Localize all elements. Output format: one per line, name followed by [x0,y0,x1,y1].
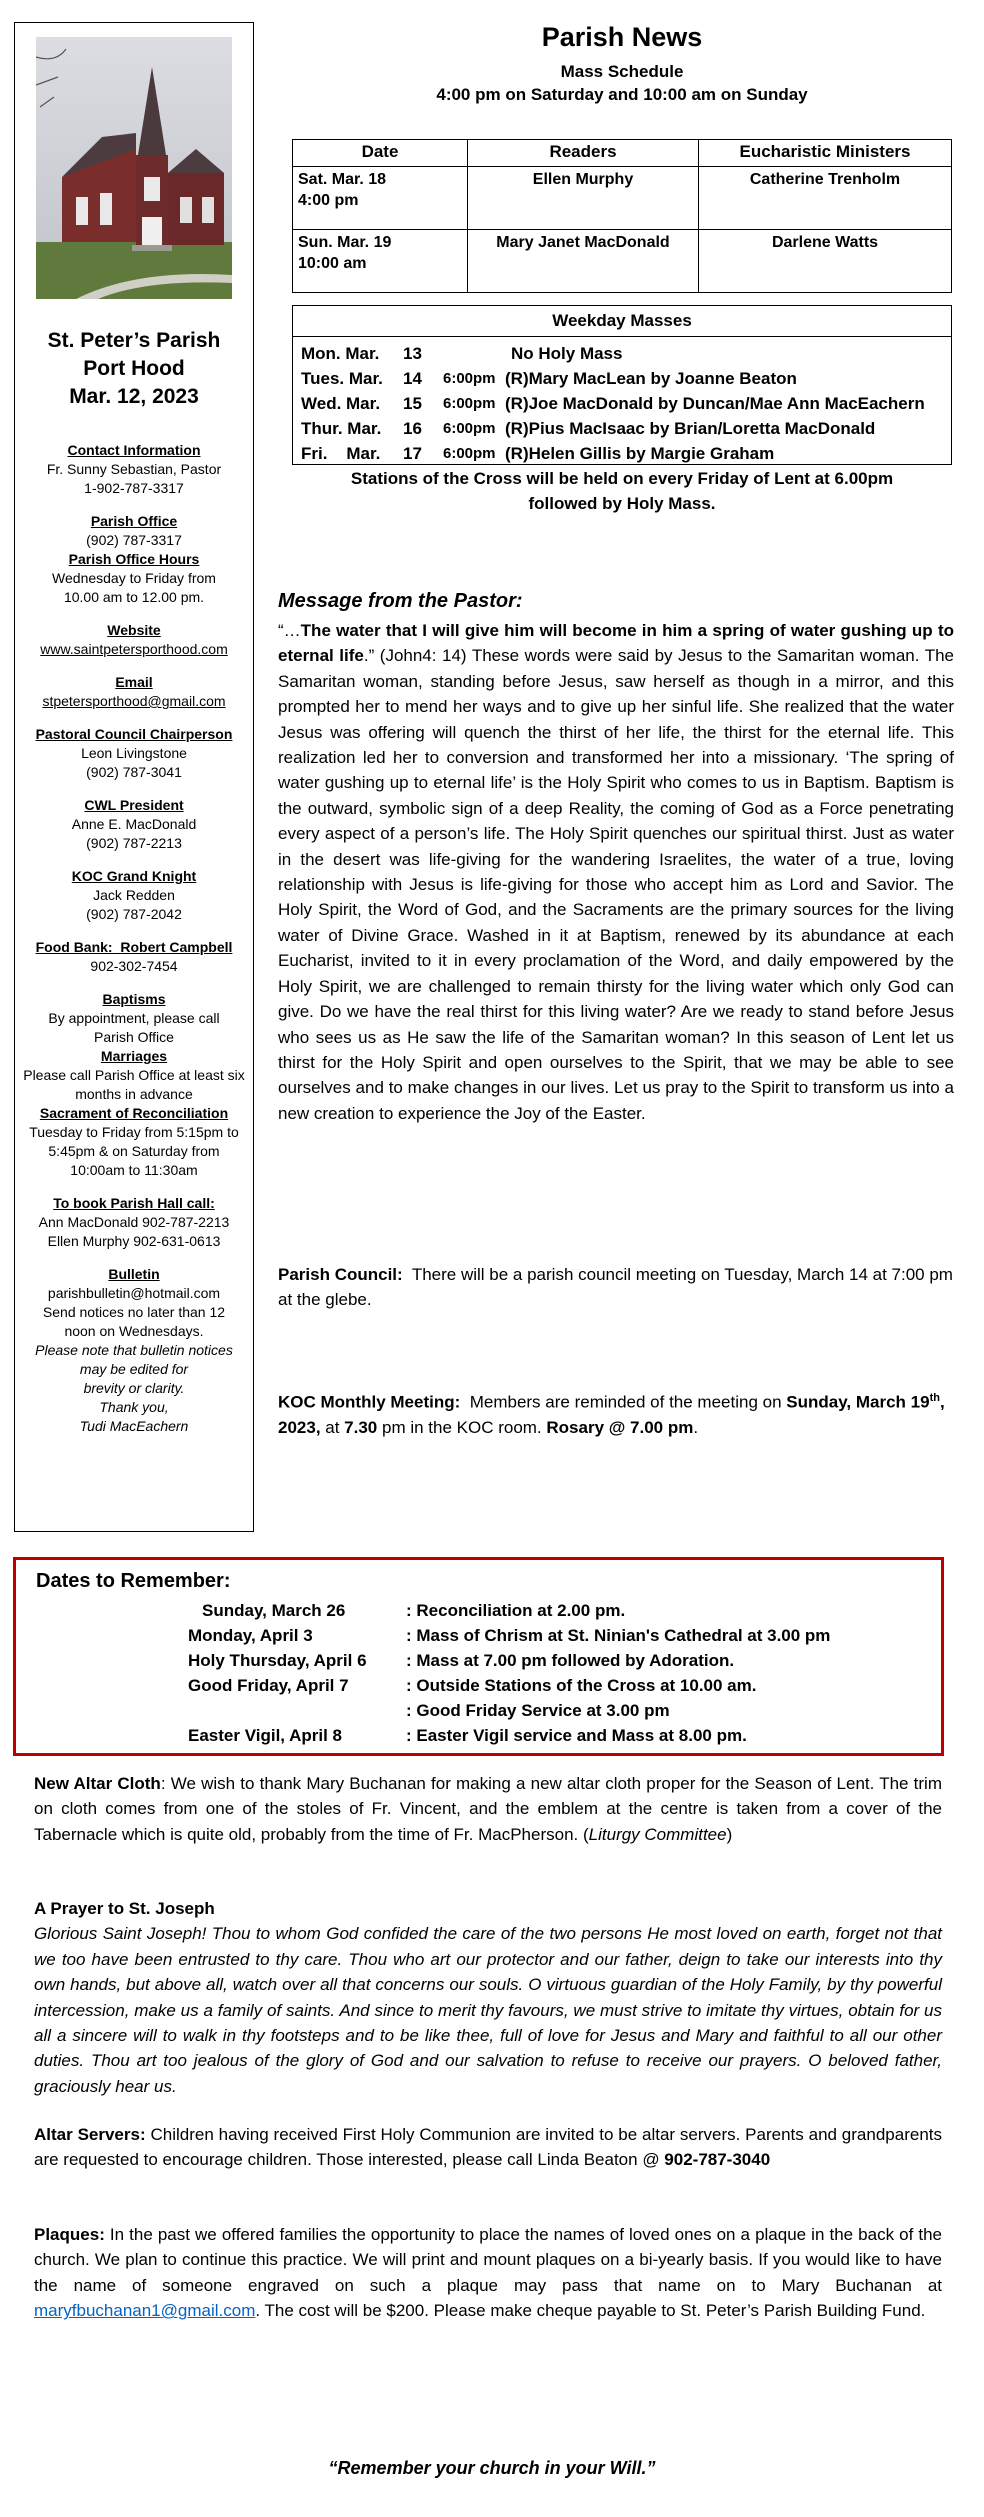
bulletin-note: Thank you, [99,1399,169,1415]
cwl-phone: (902) 787-2213 [86,835,182,851]
column-header: Date [293,140,468,167]
email-link[interactable]: stpetersporthood@gmail.com [42,693,226,709]
koc-meeting-notice: KOC Monthly Meeting: Members are reminded of the meeting on Sunday, March 19th, 2023, at 7.30 pm in the KOC room. Rosary @ 7.00 pm. [278,1392,945,1437]
council-heading: Pastoral Council Chairperson [35,726,233,742]
food-bank-heading [15,938,253,957]
baptisms-line: Parish Office [94,1029,174,1045]
office-hours-heading: Parish Office Hours [68,551,200,567]
hall-contact: Ellen Murphy 902-631-0613 [47,1233,221,1249]
bulletin-email: parishbulletin@hotmail.com [47,1285,221,1301]
hall-contact: Ann MacDonald 902-787-2213 [38,1214,230,1230]
baptisms-line: By appointment, please call [48,1010,220,1026]
altar-servers-notice: Altar Servers: Children having received First Holy Communion are invited to be altar servers. Parents and grandparents are requested to encourage children. Those interested, please call Linda Beaton @ 902-787-3040 [34,2125,942,2170]
koc-heading: KOC Grand Knight [71,868,197,884]
marriages-heading: Marriages [100,1048,168,1064]
marriages-line: Please call Parish Office at least six [23,1067,245,1083]
pastor-message-body: “…The water that I will give him will become in him a spring of water gushing up to eternal life.” (John4: 14) These words were said by Jesus to the Samaritan woman. The Samaritan woman, standing before Jesus, saw herself as though in a mirror, and this prompted her to mend her ways and to give up her sinful life. She realized that the water Jesus was offering will quench the thirst of her life, the thirst for the eternal life. This realization led her to conversion and transformed her into a missionary. ‘The spring of water gushing up to eternal life’ is the Holy Spirit who comes to us in Baptism. Baptism is the outward, symbolic sign of a deep Reality, the coming of God as a Force penetrating every aspect of a person’s life. The Holy Spirit quenches our spiritual thirst. Just as water in the desert was life-giving for the wandering Israelites, the water of a true, loving relationship with Jesus is life-giving for those who accept him as Lord and Savior. The Holy Spirit, the Word of God, and the Sacraments are the primary sources for the living water of Divine Grace. Washed in it at Baptism, renewed by its abundance at each Eucharist, invited to it in every proclamation of the Word, and daily empowered by the Holy Spirit, we are challenged to remain thirsty for the living water which only God can give. Do we have the real thirst for this living water? Are we ready to stand before Jesus who sees us as He saw the life of the Samaritan woman? In this season of Lent let us thirst for the Holy Spirit and open ourselves to the Spirit, that we may be able to see ourselves and to make changes in our lives. Let us pray to the Spirit to transform us into a new creation to experience the Joy of the Easter. [278,621,954,1123]
council-phone: (902) 787-3041 [86,764,182,780]
reconciliation-line: 10:00am to 11:30am [70,1162,198,1178]
parish-name: St. Peter’s Parish [47,329,221,352]
email-link[interactable]: maryfbuchanan1@gmail.com [34,2301,256,2321]
sidebar [14,22,254,1532]
prayer-text: Glorious Saint Joseph! Thou to whom God confided the care of the two persons He most loved on earth, forget not that we too have been entrusted to thy care. Thou who art our protector and our father, deign to take our interests into thy own hands, but above all, watch over all that concerns our souls. O virtuous guardian of the Holy Family, by thy powerful intercession, make us a family of saints. And since to merit thy favours, we must strive to imitate thy virtues, obtain for us all a sincere will to walk in thy footsteps and to be like thee, full of love for Jesus and Mary and faithful to all our other duties. Thou art too jealous of the glory of God and our salvation to refuse to receive our prayers. O beloved father, graciously hear us. [34,1924,942,2096]
page-title: Parish News [541,22,703,52]
table-row [293,230,952,293]
weekday-row: Fri. Mar. 17 6:00pm (R)Helen Gillis by Margie Graham [301,444,775,463]
weekday-row: Mon. Mar. 13 No Holy Mass [301,344,623,363]
footer-motto: “Remember your church in your Will.” [328,2458,656,2478]
mass-schedule [292,60,952,106]
cwl-heading: CWL President [84,797,184,813]
prayer-title: A Prayer to St. Joseph [34,1899,215,1918]
parish-location: Port Hood [83,357,185,380]
parish-heading [15,327,253,411]
mass-schedule-heading: Mass Schedule [560,62,684,81]
website-link[interactable]: www.saintpetersporthood.com [40,641,228,657]
bulletin-line: noon on Wednesdays. [64,1323,204,1339]
hall-heading: To book Parish Hall call: [53,1195,215,1211]
readers-cell: Mary Janet MacDonald [468,230,699,293]
food-bank-label: Food Bank: [35,939,113,955]
marriages-line: months in advance [75,1086,193,1102]
ministers-cell: Catherine Trenholm [699,167,952,230]
column-header: Readers [468,140,699,167]
bulletin-heading: Bulletin [108,1266,160,1282]
table-header-row [293,140,952,167]
date-cell: Sun. Mar. 19 10:00 am [293,230,468,293]
altar-cloth-notice: New Altar Cloth: We wish to thank Mary Buchanan for making a new altar cloth proper for the Season of Lent. The trim on cloth comes from one of the stoles of Fr. Vincent, and the emblem at the centre is taken from a cover of the Tabernacle which is quite old, probably from the time of Fr. MacPherson. (Liturgy Committee) [34,1774,942,1844]
readers-cell: Ellen Murphy [468,167,699,230]
contact-directory [15,441,253,1436]
weekday-masses-title: Weekday Masses [293,306,951,337]
pastor-message-title: Message from the Pastor: [278,590,523,612]
office-hours-line: Wednesday to Friday from [52,570,216,586]
reconciliation-line: Tuesday to Friday from 5:15pm to [29,1124,239,1140]
bulletin-note: Please note that bulletin notices [35,1342,233,1358]
food-bank-phone: 902-302-7454 [90,958,178,974]
weekday-row: Wed. Mar. 15 6:00pm (R)Joe MacDonald by Duncan/Mae Ann MacEachern [301,394,925,413]
scripture-quote: The water that I will give him will become in him a spring of water gushing up to eternal life [278,621,954,666]
mass-times: 4:00 pm on Saturday and 10:00 am on Sunday [436,85,808,104]
reconciliation-heading: Sacrament of Reconciliation [39,1105,229,1121]
office-phone: (902) 787-3317 [86,532,182,548]
stations-notice: Stations of the Cross will be held on every Friday of Lent at 6.00pm followed by Holy Mass. [350,469,894,513]
date-cell: Sat. Mar. 18 4:00 pm [293,167,468,230]
bulletin-note: may be edited for [79,1361,189,1377]
reconciliation-line: 5:45pm & on Saturday from [48,1143,220,1159]
koc-name: Jack Redden [93,887,175,903]
bulletin-date: Mar. 12, 2023 [69,385,199,408]
readers-table [292,139,952,293]
council-name: Leon Livingstone [81,745,187,761]
church-photo [36,37,232,299]
bulletin-note: brevity or clarity. [83,1380,185,1396]
koc-phone: (902) 787-2042 [86,906,182,922]
table-row [293,167,952,230]
contact-heading: Contact Information [67,442,201,458]
parish-council-notice: Parish Council: There will be a parish council meeting on Tuesday, March 14 at 7:00 pm at the glebe. [278,1265,958,1309]
bulletin-line: Send notices no later than 12 [42,1304,226,1320]
ministers-cell: Darlene Watts [699,230,952,293]
prayer-section [34,1896,942,2099]
baptisms-heading: Baptisms [102,991,166,1007]
dates-title: Dates to Remember: [36,1570,231,1592]
weekday-row: Tues. Mar. 14 6:00pm (R)Mary MacLean by Joanne Beaton [301,369,797,388]
food-bank-contact: Robert Campbell [120,939,233,955]
weekday-row: Thur. Mar. 16 6:00pm (R)Pius MacIsaac by Brian/Loretta MacDonald [301,419,876,438]
office-hours-line: 10.00 am to 12.00 pm. [63,589,205,605]
office-heading: Parish Office [90,513,178,529]
cwl-name: Anne E. MacDonald [71,816,197,832]
weekday-masses-box [292,305,952,465]
dates-to-remember-box: Dates to Remember: Sunday, March 26 : Reconciliation at 2.00 pm. Monday, April 3 : Mass of Chrism at St. Ninian's Cathedral at 3.00 pm Holy Thursday, April 6 : Mass at 7.00 pm followed by Adoration. Good Friday, April 7 : Outside Stations of the Cross at 10.00 am. : Good Friday Service at 3.00 pm Easter Vigil, April 8 : Easter Vigil service and Mass at 8.00 pm. [13,1557,944,1756]
bulletin-signature: Tudi MacEachern [79,1418,189,1434]
pastor-phone: 1-902-787-3317 [84,480,184,496]
email-heading: Email [115,674,153,690]
plaques-notice: Plaques: In the past we offered families the opportunity to place the names of loved ones on a plaque in the back of the church. We plan to continue this practice. We will print and mount plaques on a bi-yearly basis. If you would like to have the name of someone engraved on such a plaque may pass that name on to Mary Buchanan at maryfbuchanan1@gmail.com. The cost will be $200. Please make cheque payable to St. Peter’s Parish Building Fund. [34,2225,942,2321]
column-header: Eucharistic Ministers [699,140,952,167]
website-heading: Website [107,622,161,638]
pastor-name: Fr. Sunny Sebastian, Pastor [46,461,222,477]
church-illustration [36,37,232,299]
